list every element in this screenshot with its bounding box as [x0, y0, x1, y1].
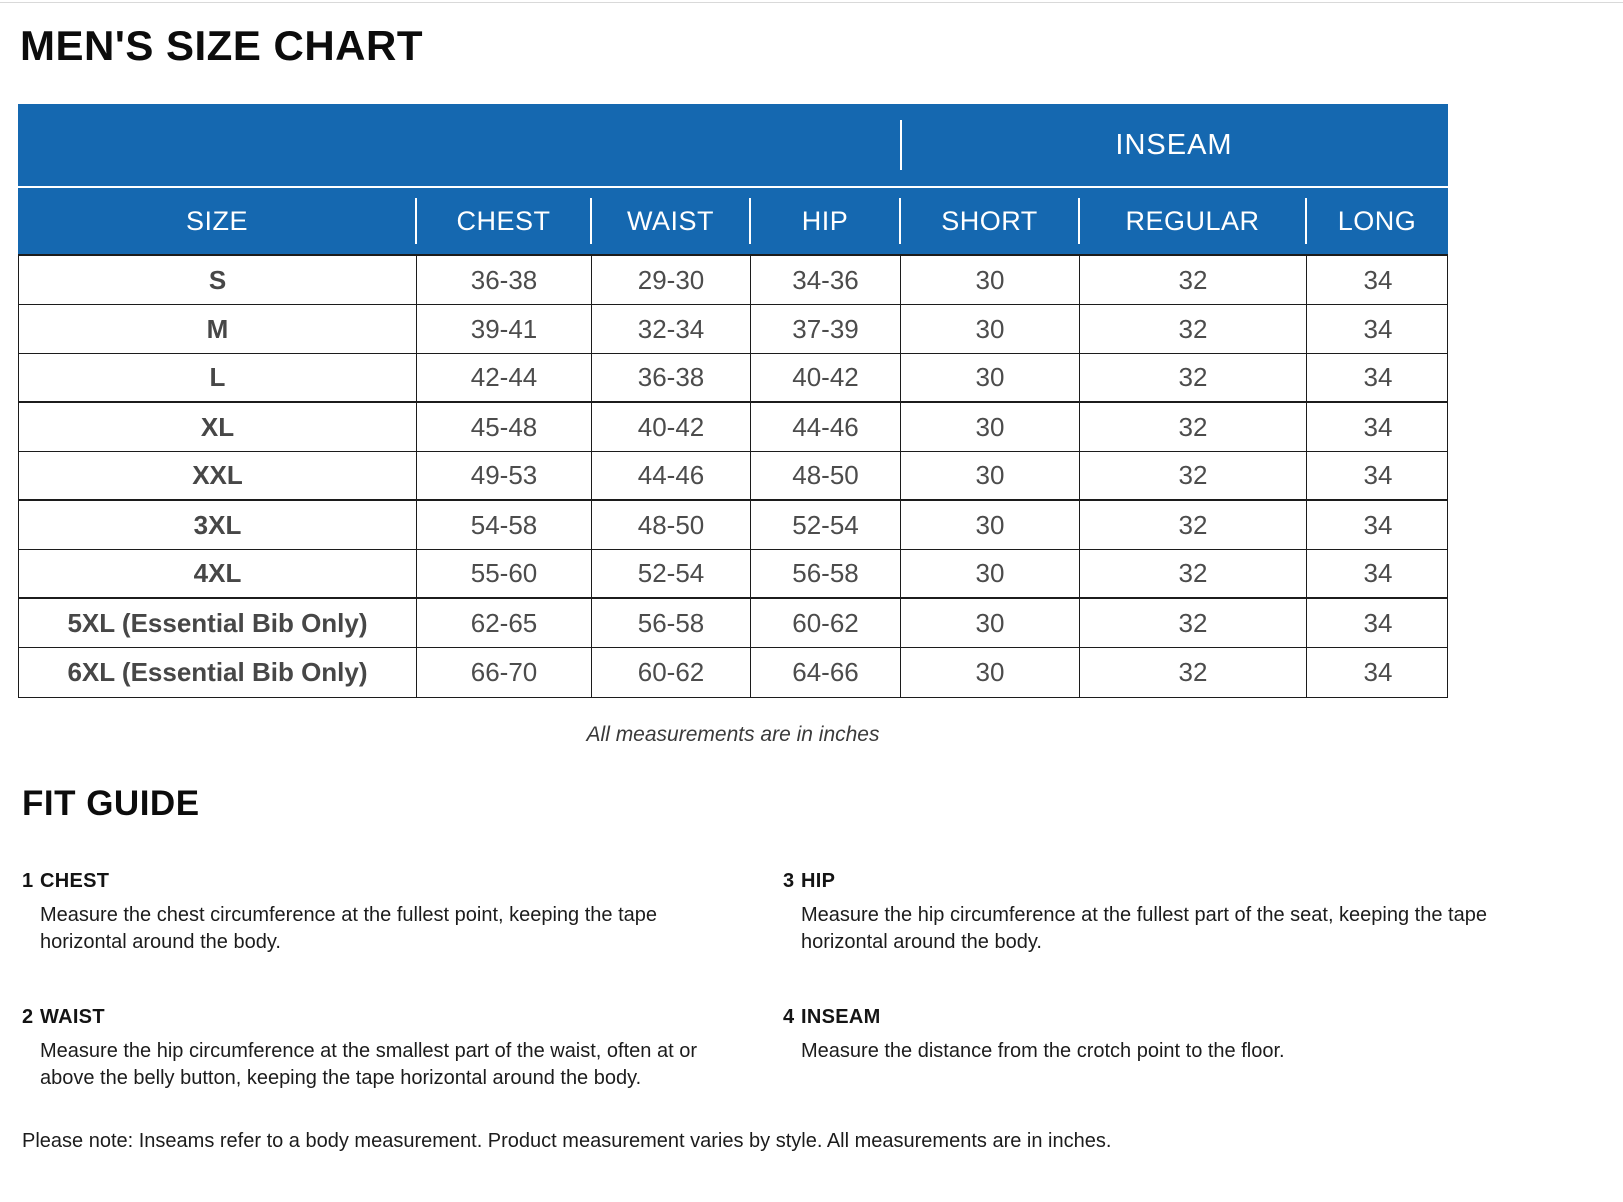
regular-cell: 32: [1080, 354, 1307, 401]
regular-cell: 32: [1080, 256, 1307, 304]
fit-guide-item-waist: [22, 1004, 783, 1092]
hip-cell: 64-66: [751, 648, 901, 697]
item-label: INSEAM: [801, 1006, 881, 1028]
item-number: 1: [22, 870, 34, 892]
short-cell: 30: [901, 501, 1080, 549]
waist-cell: 52-54: [592, 550, 751, 597]
fit-guide-heading: FIT GUIDE: [22, 784, 200, 823]
waist-cell: 32-34: [592, 305, 751, 353]
hip-cell: 48-50: [751, 452, 901, 499]
header-label: SIZE: [185, 205, 248, 236]
long-cell: 34: [1363, 607, 1393, 638]
header-label: HIP: [801, 205, 849, 236]
short-cell: 30: [901, 256, 1080, 304]
chest-cell: 55-60: [417, 550, 592, 597]
page-title: MEN'S SIZE CHART: [20, 22, 424, 69]
table-body: [18, 254, 1448, 698]
long-cell: 34: [1363, 313, 1393, 344]
waist-cell: 40-42: [592, 403, 751, 451]
table-header-group-row: [18, 104, 1448, 188]
size-cell: 5XL (Essential Bib Only): [19, 599, 417, 647]
header-cell-long: [1306, 188, 1448, 254]
header-cell-chest: [416, 188, 591, 254]
header-cell-hip: [750, 188, 900, 254]
table-row-s: [19, 256, 1447, 305]
hip-cell: 56-58: [751, 550, 901, 597]
hip-cell: 37-39: [751, 305, 901, 353]
regular-cell: 32: [1080, 305, 1307, 353]
short-cell: 30: [901, 354, 1080, 401]
size-cell: M: [19, 305, 417, 353]
table-row-xl: [19, 403, 1447, 452]
hip-cell: 40-42: [751, 354, 901, 401]
long-cell: 34: [1363, 460, 1393, 490]
inseam-group-header: [900, 104, 1448, 186]
chest-cell: 36-38: [417, 256, 592, 304]
item-number: 3: [783, 870, 795, 892]
table-row-m: [19, 305, 1447, 354]
size-cell: S: [19, 256, 417, 304]
hip-cell: 60-62: [751, 599, 901, 647]
short-cell: 30: [901, 452, 1080, 499]
regular-cell: 32: [1080, 599, 1307, 647]
waist-cell: 44-46: [592, 452, 751, 499]
table-row-5xl: [19, 599, 1447, 648]
long-cell: 34: [1363, 362, 1393, 392]
fit-guide-item-hip: [783, 868, 1491, 956]
size-cell: L: [19, 354, 417, 401]
short-cell: 30: [901, 599, 1080, 647]
item-label: WAIST: [40, 1006, 105, 1028]
size-cell: 3XL: [19, 501, 417, 549]
chest-cell: 45-48: [417, 403, 592, 451]
long-cell: 34: [1363, 264, 1393, 295]
waist-cell: 60-62: [592, 648, 751, 697]
size-cell: XL: [19, 403, 417, 451]
waist-cell: 56-58: [592, 599, 751, 647]
regular-cell: 32: [1080, 550, 1307, 597]
table-row-6xl: [19, 648, 1447, 697]
header-cell-waist: [591, 188, 750, 254]
waist-cell: 29-30: [592, 256, 751, 304]
item-label: CHEST: [40, 870, 110, 892]
table-header-row: [18, 188, 1448, 254]
mens-size-table: [18, 104, 1448, 698]
fit-guide-section: [22, 868, 1491, 1140]
page-top-divider: [0, 2, 1623, 3]
fit-guide-item-inseam: [783, 1004, 1491, 1065]
size-cell: 4XL: [19, 550, 417, 597]
fit-guide-item-heading: [22, 868, 783, 894]
size-cell: XXL: [19, 452, 417, 499]
short-cell: 30: [901, 305, 1080, 353]
fit-guide-left-column: [22, 868, 783, 1140]
inseam-group-label: INSEAM: [1115, 128, 1233, 161]
measurements-caption: All measurements are in inches: [586, 723, 880, 746]
short-cell: 30: [901, 550, 1080, 597]
chest-cell: 49-53: [417, 452, 592, 499]
regular-cell: 32: [1080, 648, 1307, 697]
header-cell-short: [900, 188, 1079, 254]
long-cell: 34: [1363, 509, 1393, 540]
hip-cell: 44-46: [751, 403, 901, 451]
table-row-l: [19, 354, 1447, 403]
header-label: REGULAR: [1125, 205, 1260, 236]
waist-cell: 36-38: [592, 354, 751, 401]
regular-cell: 32: [1080, 501, 1307, 549]
header-cell-regular: [1079, 188, 1306, 254]
size-cell: 6XL (Essential Bib Only): [19, 648, 417, 697]
fit-guide-item-chest: [22, 868, 783, 956]
item-description: Measure the hip circumference at the fullest part of the seat, keeping the tape horizontal around the body.: [801, 904, 1487, 953]
header-cell-size: [18, 188, 416, 254]
item-number: 4: [783, 1006, 795, 1028]
table-row-4xl: [19, 550, 1447, 599]
chest-cell: 66-70: [417, 648, 592, 697]
header-label: SHORT: [941, 205, 1038, 236]
fit-guide-item-heading: [783, 868, 1491, 894]
short-cell: 30: [901, 648, 1080, 697]
item-description: Measure the chest circumference at the fullest point, keeping the tape horizontal around the body.: [40, 904, 658, 953]
fit-guide-item-heading: [783, 1004, 1491, 1030]
header-spacer: [18, 104, 900, 186]
header-label: WAIST: [627, 205, 714, 236]
item-description: Measure the hip circumference at the smallest part of the waist, often at or above the belly button, keeping the tape horizontal around the body.: [40, 1040, 697, 1089]
bottom-note: Please note: Inseams refer to a body measurement. Product measurement varies by style. All measurements are in inches.: [22, 1130, 1112, 1152]
chest-cell: 42-44: [417, 354, 592, 401]
header-label: LONG: [1337, 205, 1417, 236]
fit-guide-item-heading: [22, 1004, 783, 1030]
hip-cell: 34-36: [751, 256, 901, 304]
long-cell: 34: [1363, 558, 1393, 588]
chest-cell: 62-65: [417, 599, 592, 647]
long-cell: 34: [1363, 411, 1393, 442]
item-number: 2: [22, 1006, 34, 1028]
waist-cell: 48-50: [592, 501, 751, 549]
item-description: Measure the distance from the crotch point to the floor.: [801, 1040, 1285, 1062]
short-cell: 30: [901, 403, 1080, 451]
header-label: CHEST: [456, 205, 551, 236]
regular-cell: 32: [1080, 403, 1307, 451]
hip-cell: 52-54: [751, 501, 901, 549]
chest-cell: 54-58: [417, 501, 592, 549]
long-cell: 34: [1363, 657, 1393, 687]
item-label: HIP: [801, 870, 836, 892]
table-row-3xl: [19, 501, 1447, 550]
chest-cell: 39-41: [417, 305, 592, 353]
fit-guide-right-column: [783, 868, 1491, 1140]
table-row-xxl: [19, 452, 1447, 501]
regular-cell: 32: [1080, 452, 1307, 499]
